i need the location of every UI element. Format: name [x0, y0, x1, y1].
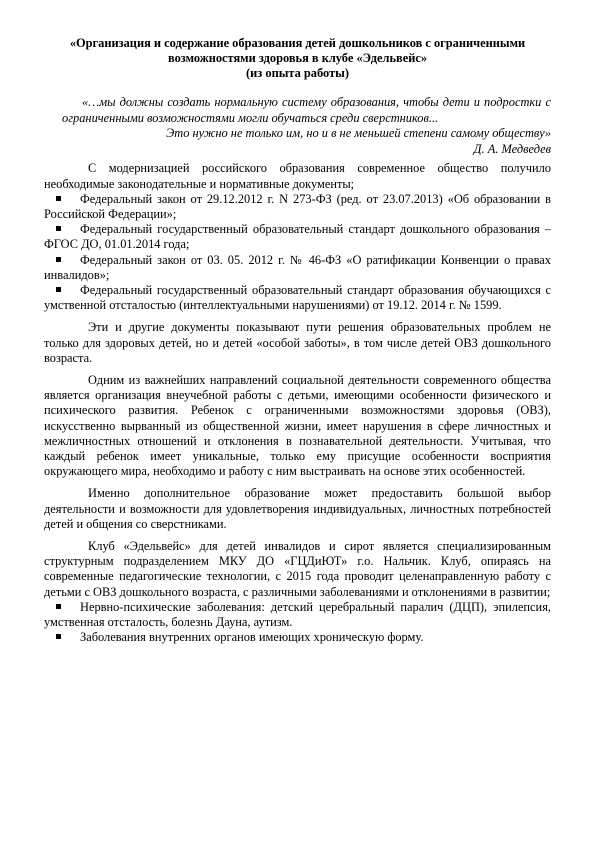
- title-line-2: возможностями здоровья в клубе «Эдельвейс»: [167, 51, 428, 65]
- bullet-square-icon: [56, 257, 61, 262]
- paragraph-documents: Эти и другие документы показывают пути решения образовательных проблем не только для здоровых детей, но и детей «особой заботы», в том числе детей ОВЗ дошкольного возраста.: [44, 320, 551, 365]
- epigraph-quote-end: Это нужно не только им, но и в не меньшей степени самому обществу»: [166, 126, 551, 141]
- document-title: [44, 36, 551, 81]
- document-body: [44, 161, 551, 645]
- condition-text: Заболевания внутренних органов имеющих хроническую форму.: [80, 630, 424, 645]
- law-text: Федеральный закон от 29.12.2012 г. N 273-ФЗ (ред. от 23.07.2013) «Об образовании в Российской Федерации»;: [44, 191, 551, 221]
- list-item: [44, 253, 551, 283]
- intro-paragraph: С модернизацией российского образования современное общество получило необходимые законодательные и нормативные документы;: [44, 161, 551, 191]
- law-text: Федеральный закон от 03. 05. 2012 г. № 46-ФЗ «О ратификации Конвенции о правах инвалидов»;: [44, 252, 551, 282]
- conditions-list: [44, 600, 551, 646]
- paragraph-social-activity: Одним из важнейших направлений социальной деятельности современного общества является организация внеучебной работы с детьми, имеющими особенности физического и психического развития. Ребенок с ограниченными возможностями здоровья (ОВЗ), искусственно вырванный из общественной жизни, имеет нарушения в сфере личностных и межличностных отношений и отклонения в познавательной деятельности. Учитывая, что каждый ребенок имеет уникальные, только ему присущие особенности восприятия окружающего мира, необходимо и работу с ним выстраивать на основе этих особенностей.: [44, 373, 551, 479]
- list-item: [44, 283, 551, 313]
- epigraph-author: Д. А. Медведев: [473, 141, 551, 156]
- law-text: Федеральный государственный образовательный стандарт дошкольного образования – ФГОС ДО, 01.01.2014 года;: [44, 222, 551, 252]
- laws-list: [44, 192, 551, 314]
- bullet-square-icon: [56, 196, 61, 201]
- paragraph-additional-education: Именно дополнительное образование может предоставить большой выбор деятельности и возможности для удовлетворения индивидуальных, личностных потребностей детей и общения со сверстниками.: [44, 486, 551, 531]
- list-item: [44, 630, 551, 645]
- list-item: [44, 192, 551, 222]
- title-line-3: (из опыта работы): [246, 66, 349, 80]
- bullet-square-icon: [56, 287, 61, 292]
- paragraph-club: Клуб «Эдельвейс» для детей инвалидов и сирот является специализированным структурным подразделением МКУ ДО «ГЦДиЮТ» г.о. Нальчик. Клуб, опираясь на современные педагогические технологии, с 2015 года проводит целенаправленную работу с детьми с ОВЗ дошкольного возраста, с различными заболеваниями и отклонениями в развитии;: [44, 539, 551, 599]
- law-text: Федеральный государственный образовательный стандарт образования обучающихся с умственной отсталостью (интеллектуальными нарушениями) от 19.12. 2014 г. № 1599.: [44, 283, 551, 313]
- epigraph: [44, 95, 551, 157]
- list-item: [44, 222, 551, 252]
- list-item: [44, 600, 551, 630]
- epigraph-quote: «…мы должны создать нормальную систему образования, чтобы дети и подростки с ограниченными возможностями могли обучаться среди сверстников...: [62, 95, 551, 125]
- title-line-1: «Организация и содержание образования детей дошкольников с ограниченными: [69, 36, 526, 50]
- bullet-square-icon: [56, 634, 61, 639]
- condition-text: Нервно-психические заболевания: детский церебральный паралич (ДЦП), эпилепсия, умственная отсталость, болезнь Дауна, аутизм.: [44, 599, 551, 630]
- bullet-square-icon: [56, 226, 61, 231]
- bullet-square-icon: [56, 604, 61, 609]
